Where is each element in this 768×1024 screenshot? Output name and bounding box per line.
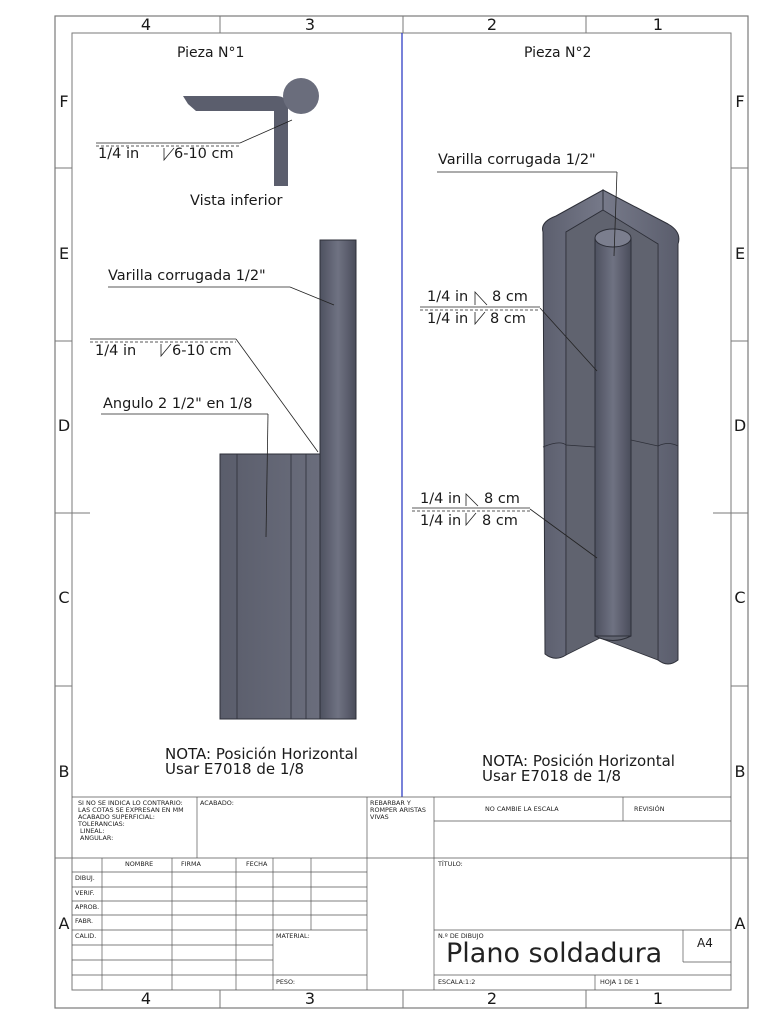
zone-row-c-right: C	[734, 588, 746, 607]
piece1-note-line1: NOTA: Posición Horizontal	[165, 745, 358, 763]
zone-col-4-top: 4	[140, 15, 152, 34]
piece2-rebar-label: Varilla corrugada 1/2"	[438, 152, 596, 168]
drawing-number-label: N.º DE DIBUJO	[438, 932, 484, 940]
piece2-iso-view	[412, 172, 679, 664]
piece2-weld2-top-size: 1/4 in	[420, 491, 462, 507]
zone-col-4-bottom: 4	[140, 989, 152, 1008]
row-checked: VERIF.	[75, 889, 95, 897]
scale-label: ESCALA:1:2	[438, 978, 476, 986]
row-approved: APROB.	[75, 903, 100, 911]
piece1-weld-top-length: 6-10 cm	[174, 146, 234, 162]
deburr-line-3: VIVAS	[370, 813, 389, 821]
sheet-size: A4	[697, 936, 713, 950]
tolerance-line-4: TOLERANCIAS:	[78, 820, 125, 828]
piece2-note-line2: Usar E7018 de 1/8	[482, 767, 621, 785]
piece1-weld-top-size: 1/4 in	[98, 146, 140, 162]
zone-row-b-right: B	[734, 762, 746, 781]
zone-col-2-bottom: 2	[486, 989, 498, 1008]
piece1-rebar-label: Varilla corrugada 1/2"	[108, 268, 266, 284]
deburr-line-1: REBARBAR Y	[370, 799, 411, 807]
piece2-weld1-top-length: 8 cm	[492, 289, 528, 305]
zone-col-2-top: 2	[486, 15, 498, 34]
row-quality: CALID.	[75, 932, 97, 940]
col-name: NOMBRE	[125, 860, 154, 868]
finish-label: ACABADO:	[200, 799, 234, 807]
material-label: MATERIAL:	[276, 932, 310, 940]
weight-label: PESO:	[276, 978, 296, 986]
zone-row-d-left: D	[57, 416, 71, 435]
col-date: FECHA	[246, 860, 268, 868]
title-label: TÍTULO:	[438, 860, 463, 868]
zone-col-1-bottom: 1	[652, 989, 664, 1008]
piece1-angle-label: Angulo 2 1/2" en 1/8	[103, 396, 253, 412]
piece2-weld2-bottom-size: 1/4 in	[420, 513, 462, 529]
sheet-number: HOJA 1 DE 1	[600, 978, 640, 986]
zone-col-3-bottom: 3	[304, 989, 316, 1008]
piece2-title: Pieza N°2	[524, 45, 592, 61]
zone-row-c-left: C	[58, 588, 70, 607]
revision-label: REVISIÓN	[634, 805, 665, 813]
zone-col-1-top: 1	[652, 15, 664, 34]
tolerance-line-6: ANGULAR:	[80, 834, 114, 842]
tolerance-line-5: LINEAL:	[80, 827, 105, 835]
piece1-front-view	[90, 240, 356, 719]
piece2-weld2-bottom-length: 8 cm	[482, 513, 518, 529]
zone-row-e-left: E	[58, 244, 70, 263]
piece2-weld1-top-size: 1/4 in	[427, 289, 469, 305]
no-scale-label: NO CAMBIE LA ESCALA	[485, 805, 559, 813]
zone-row-e-right: E	[734, 244, 746, 263]
row-drawn: DIBUJ.	[75, 874, 95, 882]
zone-col-3-top: 3	[304, 15, 316, 34]
row-manufactured: FABR.	[75, 917, 94, 925]
zone-row-a-right: A	[734, 914, 746, 933]
tolerance-line-3: ACABADO SUPERFICIAL:	[78, 813, 155, 821]
piece1-weld-mid-length: 6-10 cm	[172, 343, 232, 359]
piece1-view-label: Vista inferior	[190, 193, 283, 209]
tolerance-line-2: LAS COTAS SE EXPRESAN EN MM	[78, 806, 184, 814]
col-signature: FIRMA	[181, 860, 201, 868]
deburr-line-2: ROMPER ARISTAS	[370, 806, 426, 814]
zone-row-a-left: A	[58, 914, 70, 933]
piece1-note-line2: Usar E7018 de 1/8	[165, 760, 304, 778]
drawing-title: Plano soldadura	[446, 938, 663, 969]
zone-row-d-right: D	[733, 416, 747, 435]
piece2-weld2-top-length: 8 cm	[484, 491, 520, 507]
piece2-weld1-bottom-size: 1/4 in	[427, 311, 469, 327]
piece1-title: Pieza N°1	[177, 45, 245, 61]
piece1-bottom-view	[96, 78, 319, 186]
piece2-weld1-bottom-length: 8 cm	[490, 311, 526, 327]
zone-row-f-right: F	[735, 92, 745, 111]
zone-row-b-left: B	[58, 762, 70, 781]
piece2-note-line1: NOTA: Posición Horizontal	[482, 752, 675, 770]
tolerance-line-1: SI NO SE INDICA LO CONTRARIO:	[78, 799, 183, 807]
zone-row-f-left: F	[59, 92, 69, 111]
piece1-weld-mid-size: 1/4 in	[95, 343, 137, 359]
